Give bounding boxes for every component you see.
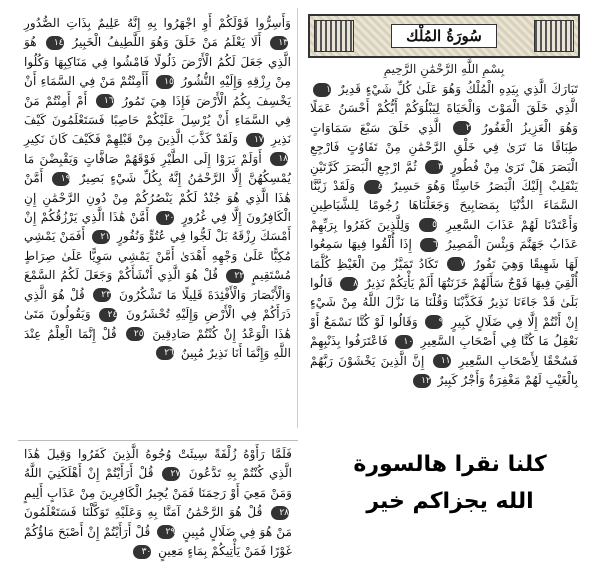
- verse-number-marker: ٢٦: [156, 346, 174, 360]
- verse-number-marker: ٣٠: [133, 545, 151, 559]
- verse-text: أَفَمَنْ يَمْشِي مُكِبًّا عَلَىٰ وَجْهِهِ أَهْدَىٰ أَمَّنْ يَمْشِي سَوِيًّا عَلَىٰ صِرَاطٍ مُسْتَقِيمٍ: [24, 229, 292, 283]
- verse-number-marker: ٣: [425, 160, 443, 174]
- verse-text: أَمَّنْ هَٰذَا الَّذِي هُوَ جُنْدٌ لَكُمْ يَنْصُرُكُمْ مِنْ دُونِ الرَّحْمَٰنِ إِنِ الْكَافِرُونَ إِلَّا فِي غُرُورٍ: [24, 171, 292, 225]
- verse-text: أَوَلَمْ يَرَوْا إِلَى الطَّيْرِ فَوْقَهُمْ صَافَّاتٍ وَيَقْبِضْنَ مَا يُمْسِكُهُنَّ إِلَّا الرَّحْمَٰنُ إِنَّهُ بِكُلِّ شَيْءٍ بَصِيرٌ: [24, 151, 292, 186]
- verse-text: قُلْ أَرَأَيْتُمْ إِنْ أَصْبَحَ مَاؤُكُمْ غَوْرًا فَمَنْ يَأْتِيكُمْ بِمَاءٍ مَعِينٍ: [24, 524, 292, 559]
- verse-text: أَأَمِنْتُمْ مَنْ فِي السَّمَاءِ أَنْ يَخْسِفَ بِكُمُ الْأَرْضَ فَإِذَا هِيَ تَمُورُ: [24, 74, 292, 108]
- verse-text: إِذَا أُلْقُوا فِيهَا سَمِعُوا لَهَا شَهِيقًا وَهِيَ تَفُورُ: [310, 237, 579, 271]
- verse-number-marker: ١١: [433, 354, 451, 368]
- verse-text: وَلَقَدْ زَيَّنَّا السَّمَاءَ الدُّنْيَا بِمَصَابِيحَ وَجَعَلْنَاهَا رُجُومًا لِلشَّيَاطِينِ وَأَعْتَدْنَا لَهُمْ عَذَابَ السَّعِيرِ: [310, 179, 579, 232]
- verse-number-marker: ٢٨: [271, 506, 289, 520]
- surah-title: سُورَةُ المُلْك: [391, 24, 497, 48]
- verse-text: وَيَقُولُونَ مَتَىٰ هَٰذَا الْوَعْدُ إِنْ كُنْتُمْ صَادِقِينَ: [24, 307, 292, 341]
- verse-text: ثُمَّ ارْجِعِ الْبَصَرَ كَرَّتَيْنِ يَنْقَلِبْ إِلَيْكَ الْبَصَرُ خَاسِئًا وَهُوَ حَسِيرٌ: [310, 159, 579, 194]
- verse-text: وَلَقَدْ كَذَّبَ الَّذِينَ مِنْ قَبْلِهِمْ فَكَيْفَ كَانَ نَكِيرِ: [24, 132, 239, 147]
- verse-number-marker: ٦: [420, 238, 438, 252]
- verse-text: قُلْ هُوَ الرَّحْمَٰنُ آمَنَّا بِهِ وَعَلَيْهِ تَوَكَّلْنَا فَسَتَعْلَمُونَ مَنْ هُوَ فِي ضَلَالٍ مُبِينٍ: [24, 505, 293, 539]
- verse-text: وَقَالُوا لَوْ كُنَّا نَسْمَعُ أَوْ نَعْقِلُ مَا كُنَّا فِي أَصْحَابِ السَّعِيرِ: [310, 314, 579, 349]
- header-ornament-left: [314, 20, 354, 52]
- verses-left: [18, 14, 297, 363]
- verse-text: هُوَ الَّذِي جَعَلَ لَكُمُ الْأَرْضَ ذَلُولًا فَامْشُوا فِي مَنَاكِبِهَا وَكُلُوا مِنْ رِزْقِهِ وَإِلَيْهِ النُّشُورُ: [24, 35, 291, 89]
- verse-number-marker: ١٣: [270, 36, 288, 50]
- basmala: بِسْمِ اللَّهِ الرَّحْمَٰنِ الرَّحِيمِ: [383, 62, 505, 76]
- verse-text: وَلِلَّذِينَ كَفَرُوا بِرَبِّهِمْ عَذَابُ جَهَنَّمَ وَبِئْسَ الْمَصِيرُ: [310, 217, 578, 252]
- verse-text: قُلْ هُوَ الَّذِي ذَرَأَكُمْ فِي الْأَرْضِ وَإِلَيْهِ تُحْشَرُونَ: [24, 287, 291, 322]
- verse-text: قَالُوا بَلَىٰ قَدْ جَاءَنَا نَذِيرٌ فَكَذَّبْنَا وَقُلْنَا مَا نَزَّلَ اللَّهُ مِنْ شَيْءٍ إِنْ أَنْتُمْ إِلَّا فِي ضَلَالٍ كَبِيرٍ: [310, 276, 579, 329]
- verse-text: تَبَارَكَ الَّذِي بِيَدِهِ الْمُلْكُ وَهُوَ عَلَىٰ كُلِّ شَيْءٍ قَدِيرٌ: [338, 82, 579, 96]
- verse-text: أَمْ أَمِنْتُمْ مَنْ فِي السَّمَاءِ أَنْ يُرْسِلَ عَلَيْكُمْ حَاصِبًا فَسَتَعْلَمُونَ كَيْفَ نَذِيرِ: [24, 93, 291, 147]
- verse-number-marker: ٢٥: [126, 327, 144, 341]
- verse-text: أَمَّنْ هَٰذَا الَّذِي يَرْزُقُكُمْ إِنْ أَمْسَكَ رِزْقَهُ بَلْ لَجُّوا فِي عُتُوٍّ وَنُفُورٍ: [24, 210, 292, 244]
- verses-bottom: [18, 445, 298, 561]
- verse-text: الَّذِي خَلَقَ سَبْعَ سَمَاوَاتٍ طِبَاقًا مَا تَرَىٰ فِي خَلْقِ الرَّحْمَٰنِ مِنْ تَفَاوُتٍ فَارْجِعِ الْبَصَرَ هَلْ تَرَىٰ مِنْ فُطُورٍ: [310, 120, 579, 174]
- verse-number-marker: ٩: [425, 315, 443, 329]
- verse-text: قُلْ أَرَأَيْتُمْ إِنْ أَهْلَكَنِيَ اللَّهُ وَمَنْ مَعِيَ أَوْ رَحِمَنَا فَمَنْ يُجِيرُ الْكَافِرِينَ مِنْ عَذَابٍ أَلِيمٍ: [24, 466, 292, 500]
- verse-number-marker: ٢٧: [162, 467, 180, 481]
- verse-text: فَلَمَّا رَأَوْهُ زُلْفَةً سِيئَتْ وُجُوهُ الَّذِينَ كَفَرُوا وَقِيلَ هَٰذَا الَّذِي كُنْتُمْ بِهِ تَدَّعُونَ: [24, 447, 293, 481]
- verse-number-marker: ٢٩: [157, 525, 175, 539]
- verse-number-marker: ٢٤: [99, 308, 117, 322]
- verse-number-marker: ١٥: [156, 75, 174, 89]
- verse-number-marker: ٢١: [92, 230, 110, 244]
- verse-number-marker: ٤: [364, 180, 382, 194]
- verse-number-marker: ١٢: [413, 374, 431, 388]
- verse-number-marker: ١٠: [395, 335, 413, 349]
- verse-number-marker: ٢: [453, 121, 471, 135]
- verses-right: [304, 80, 584, 391]
- verse-number-marker: ٢٢: [226, 269, 244, 283]
- verse-text: تَكَادُ تَمَيَّزُ مِنَ الْغَيْظِ كُلَّمَا أُلْقِيَ فِيهَا فَوْجٌ سَأَلَهُمْ خَزَنَتُهَا أَلَمْ يَأْتِكُمْ نَذِيرٌ: [310, 256, 579, 291]
- verse-number-marker: ٢٣: [93, 288, 111, 302]
- left-page-column: [18, 8, 298, 428]
- verse-number-marker: ١٦: [96, 94, 114, 108]
- header-ornament-right: [534, 20, 574, 52]
- right-page-column: [304, 8, 584, 433]
- caption: [316, 448, 584, 522]
- bottom-page-column: [18, 440, 298, 578]
- verse-number-marker: ١: [313, 83, 331, 97]
- surah-header: [308, 14, 580, 58]
- verse-text: فَاعْتَرَفُوا بِذَنْبِهِمْ فَسُحْقًا لِأَصْحَابِ السَّعِيرِ: [310, 334, 579, 368]
- verse-number-marker: ٧: [447, 257, 465, 271]
- caption-line-1: كلنا نقرا هالسورة: [353, 452, 547, 477]
- verse-number-marker: ٥: [419, 218, 437, 232]
- verse-text: إِنَّ الَّذِينَ يَخْشَوْنَ رَبَّهُمْ بِالْغَيْبِ لَهُمْ مَغْفِرَةٌ وَأَجْرٌ كَبِيرٌ: [310, 353, 578, 388]
- verse-number-marker: ١٧: [246, 133, 264, 147]
- verse-text: الَّذِي خَلَقَ الْمَوْتَ وَالْحَيَاةَ لِيَبْلُوَكُمْ أَيُّكُمْ أَحْسَنُ عَمَلًا وَهُوَ الْعَزِيزُ الْغَفُورُ: [310, 101, 579, 135]
- verse-text: وَأَسِرُّوا قَوْلَكُمْ أَوِ اجْهَرُوا بِهِ إِنَّهُ عَلِيمٌ بِذَاتِ الصُّدُورِ: [24, 16, 291, 30]
- verse-number-marker: ٨: [340, 277, 358, 291]
- verse-text: أَلَا يَعْلَمُ مَنْ خَلَقَ وَهُوَ اللَّطِيفُ الْخَبِيرُ: [72, 35, 262, 50]
- verse-text: قُلْ هُوَ الَّذِي أَنْشَأَكُمْ وَجَعَلَ لَكُمُ السَّمْعَ وَالْأَبْصَارَ وَالْأَفْئِدَةَ قَلِيلًا مَا تَشْكُرُونَ: [24, 268, 292, 302]
- verse-text: قُلْ إِنَّمَا الْعِلْمُ عِنْدَ اللَّهِ وَإِنَّمَا أَنَا نَذِيرٌ مُبِينٌ: [24, 326, 291, 360]
- verse-number-marker: ٢٠: [156, 211, 174, 225]
- verse-number-marker: ١٤: [46, 36, 64, 50]
- caption-line-2: الله يجزاكم خير: [366, 489, 534, 514]
- verse-number-marker: ١٨: [270, 152, 288, 166]
- verse-number-marker: ١٩: [52, 172, 70, 186]
